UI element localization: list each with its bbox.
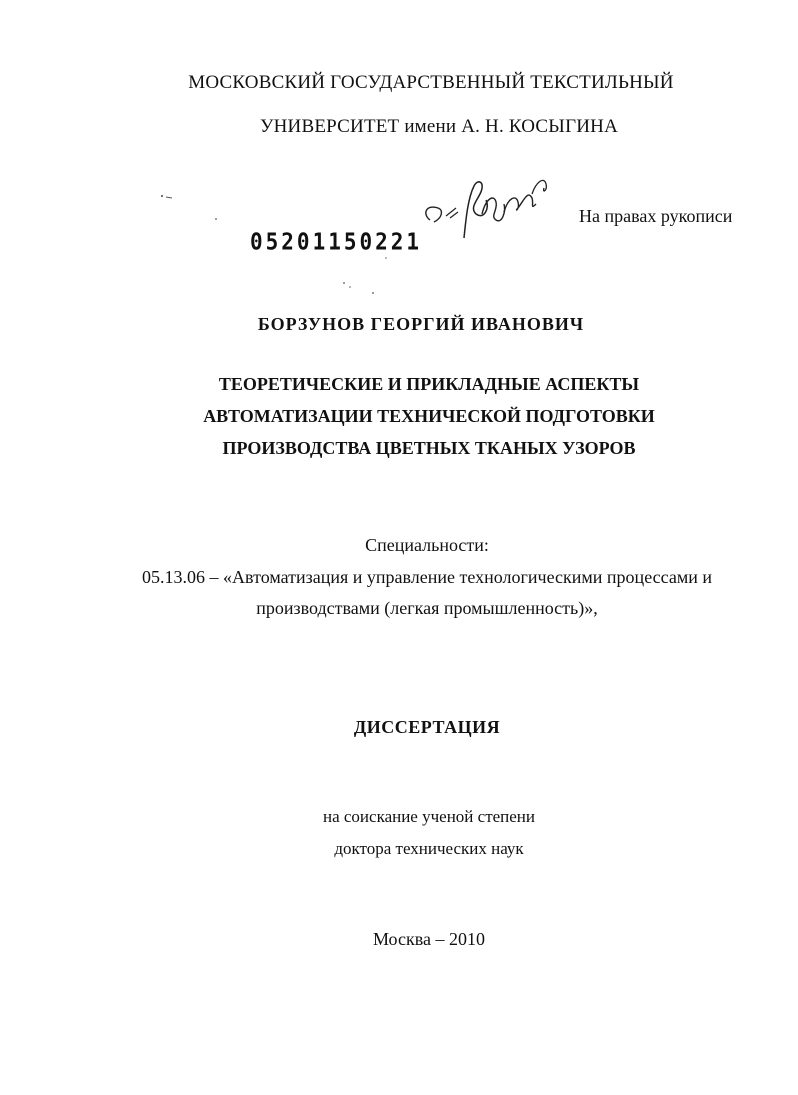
handwritten-signature [420,168,560,248]
degree-line-2: доктора технических наук [334,839,524,858]
document-type: ДИССЕРТАЦИЯ [353,717,501,737]
institution-line-2: УНИВЕРСИТЕТ имени А. Н. КОСЫГИНА [259,116,619,137]
inventory-number: 05201150221 [250,228,423,256]
thesis-title-line-3: ПРОИЗВОДСТВА ЦВЕТНЫХ ТКАНЫХ УЗОРОВ [222,438,636,458]
city-year: Москва – 2010 [373,929,485,949]
specialties-heading: Специальности: [365,535,489,555]
author-name: БОРЗУНОВ ГЕОРГИЙ ИВАНОВИЧ [257,314,585,334]
specialty-line-1: 05.13.06 – «Автоматизация и управление технологическими процессами и [142,567,712,587]
thesis-title-line-1: ТЕОРЕТИЧЕСКИЕ И ПРИКЛАДНЫЕ АСПЕКТЫ [218,374,640,394]
thesis-title-line-2: АВТОМАТИЗАЦИИ ТЕХНИЧЕСКОЙ ПОДГОТОВКИ [203,406,655,426]
scan-specks [0,0,798,320]
specialty-line-2: производствами (легкая промышленность)», [256,598,598,618]
manuscript-rights-note: На правах рукописи [579,206,733,226]
institution-line-1: МОСКОВСКИЙ ГОСУДАРСТВЕННЫЙ ТЕКСТИЛЬНЫЙ [188,72,674,93]
degree-line-1: на соискание ученой степени [322,807,536,826]
